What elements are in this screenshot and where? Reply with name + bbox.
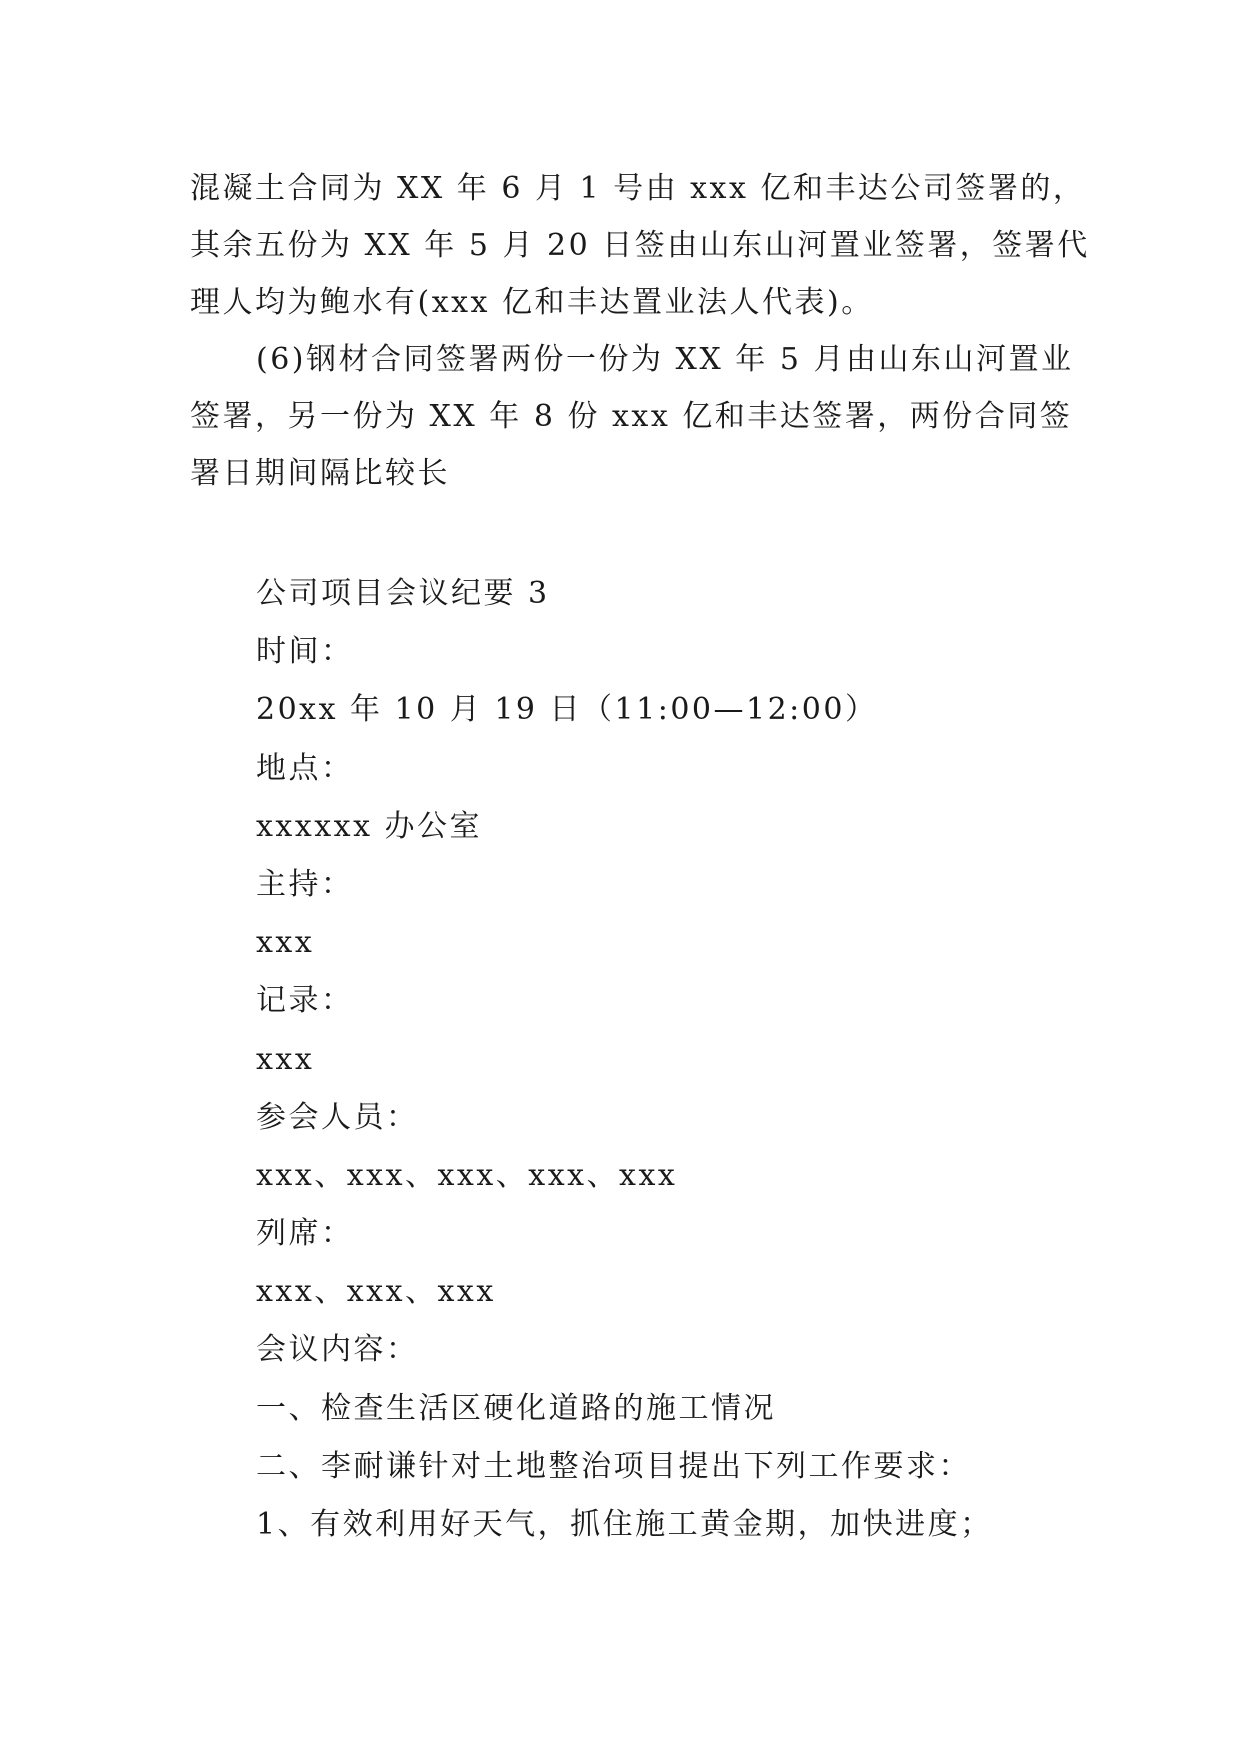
observers-value: xxx、xxx、xxx [256,1274,496,1310]
paragraph-line: (6)钢材合同签署两份一份为 XX 年 5 月由山东山河置业 [256,342,1074,377]
content-item: 二、李耐谦针对土地整治项目提出下列工作要求： [256,1448,971,1484]
paragraph-line: 其余五份为 XX 年 5 月 20 日签由山东山河置业签署，签署代 [190,228,1090,263]
paragraph-line: 署日期间隔比较长 [190,456,450,491]
host-label: 主持： [256,866,354,902]
paragraph-line: 签署，另一份为 XX 年 8 份 xxx 亿和丰达签署，两份合同签 [190,399,1073,434]
attendees-label: 参会人员： [256,1099,419,1135]
time-label: 时间： [256,634,354,670]
recorder-label: 记录： [256,983,354,1019]
place-label: 地点： [256,750,354,786]
meeting-minutes [256,565,1056,1554]
time-value: 20xx 年 10 月 19 日（11:00—12:00） [256,692,878,728]
place-value: xxxxxx 办公室 [256,808,483,844]
content-item: 一、检查生活区硬化道路的施工情况 [256,1390,776,1426]
recorder-value: xxx [256,1041,315,1077]
paragraph-line: 理人均为鲍水有(xxx 亿和丰达置业法人代表)。 [190,285,874,320]
content-subitem: 1、有效利用好天气，抓住施工黄金期，加快进度； [256,1507,993,1542]
attendees-value: xxx、xxx、xxx、xxx、xxx [256,1157,678,1193]
contract-continuation-paragraph [190,160,1090,331]
observers-label: 列席： [256,1216,354,1252]
minutes-title: 公司项目会议纪要 3 [256,576,550,611]
paragraph-line: 混凝土合同为 XX 年 6 月 1 号由 xxx 亿和丰达公司签署的， [190,171,1086,206]
steel-contract-paragraph [190,331,1074,502]
host-value: xxx [256,925,315,961]
content-label: 会议内容： [256,1332,419,1368]
